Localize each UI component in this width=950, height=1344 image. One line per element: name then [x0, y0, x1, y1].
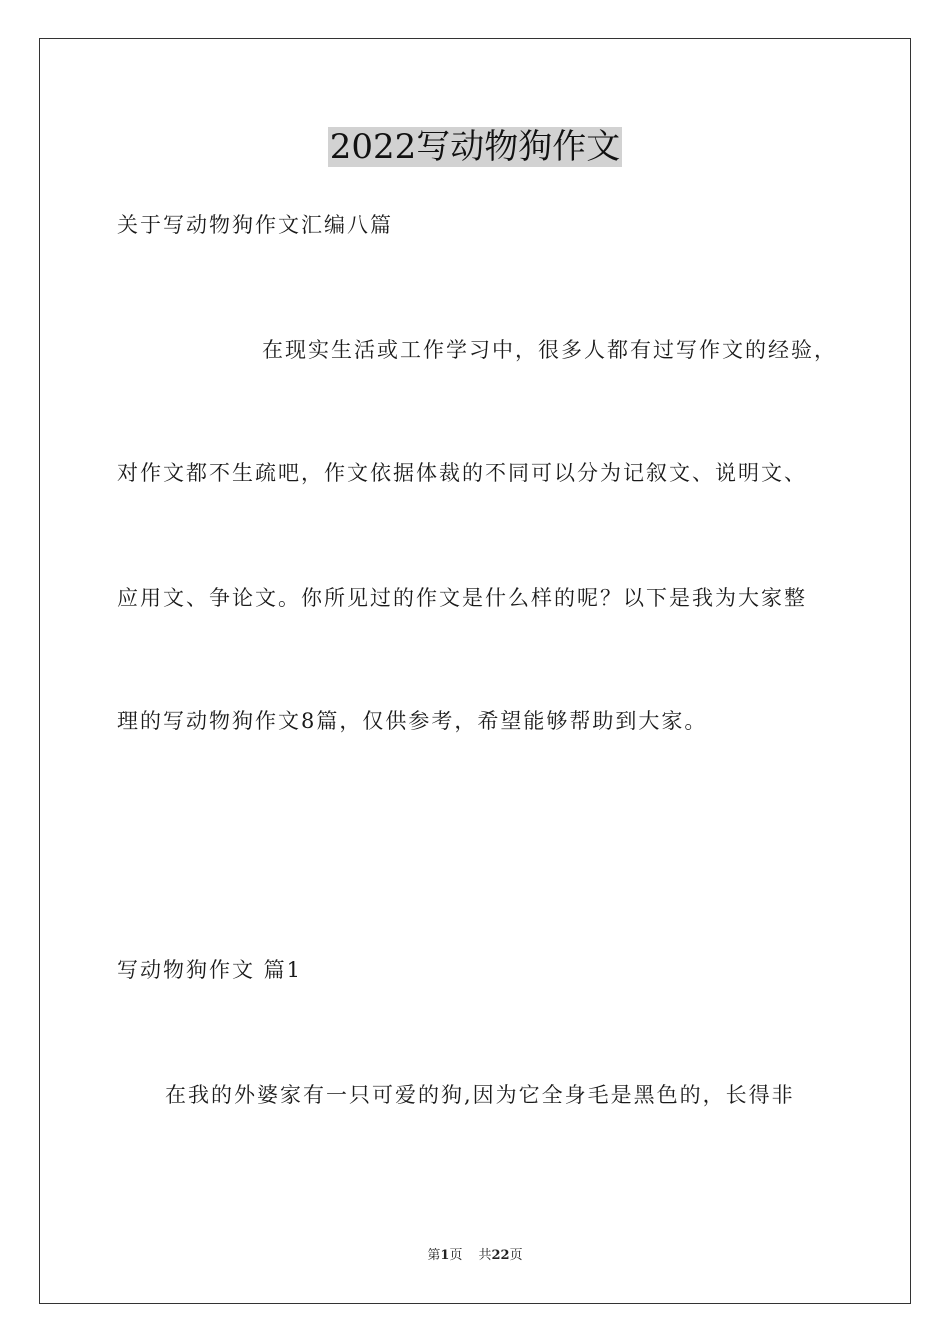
section-line-1: 在我的外婆家有一只可爱的狗,因为它全身毛是黑色的，长得非 — [165, 1083, 795, 1107]
intro-line-2: 对作文都不生疏吧，作文依据体裁的不同可以分为记叙文、说明文、 — [117, 461, 807, 485]
document-subtitle: 关于写动物狗作文汇编八篇 — [117, 213, 393, 237]
footer-total-prefix: 共 — [478, 1248, 492, 1263]
intro-line-1: 在现实生活或工作学习中，很多人都有过写作文的经验， — [262, 338, 837, 362]
footer-total-pages: 22 — [491, 1248, 510, 1263]
page-footer — [0, 1247, 950, 1265]
footer-page-suffix: 页 — [449, 1248, 463, 1263]
footer-page-prefix: 第 — [427, 1248, 441, 1263]
intro-line-3: 应用文、争论文。你所见过的作文是什么样的呢？以下是我为大家整 — [117, 586, 807, 610]
intro-line-4: 理的写动物狗作文8篇，仅供参考，希望能够帮助到大家。 — [117, 709, 708, 733]
footer-total-suffix: 页 — [509, 1248, 523, 1263]
footer-page-number: 1 — [440, 1248, 450, 1263]
document-title-text: 2022写动物狗作文 — [329, 127, 621, 167]
section-heading: 写动物狗作文 篇1 — [117, 958, 303, 982]
document-title — [0, 126, 950, 168]
